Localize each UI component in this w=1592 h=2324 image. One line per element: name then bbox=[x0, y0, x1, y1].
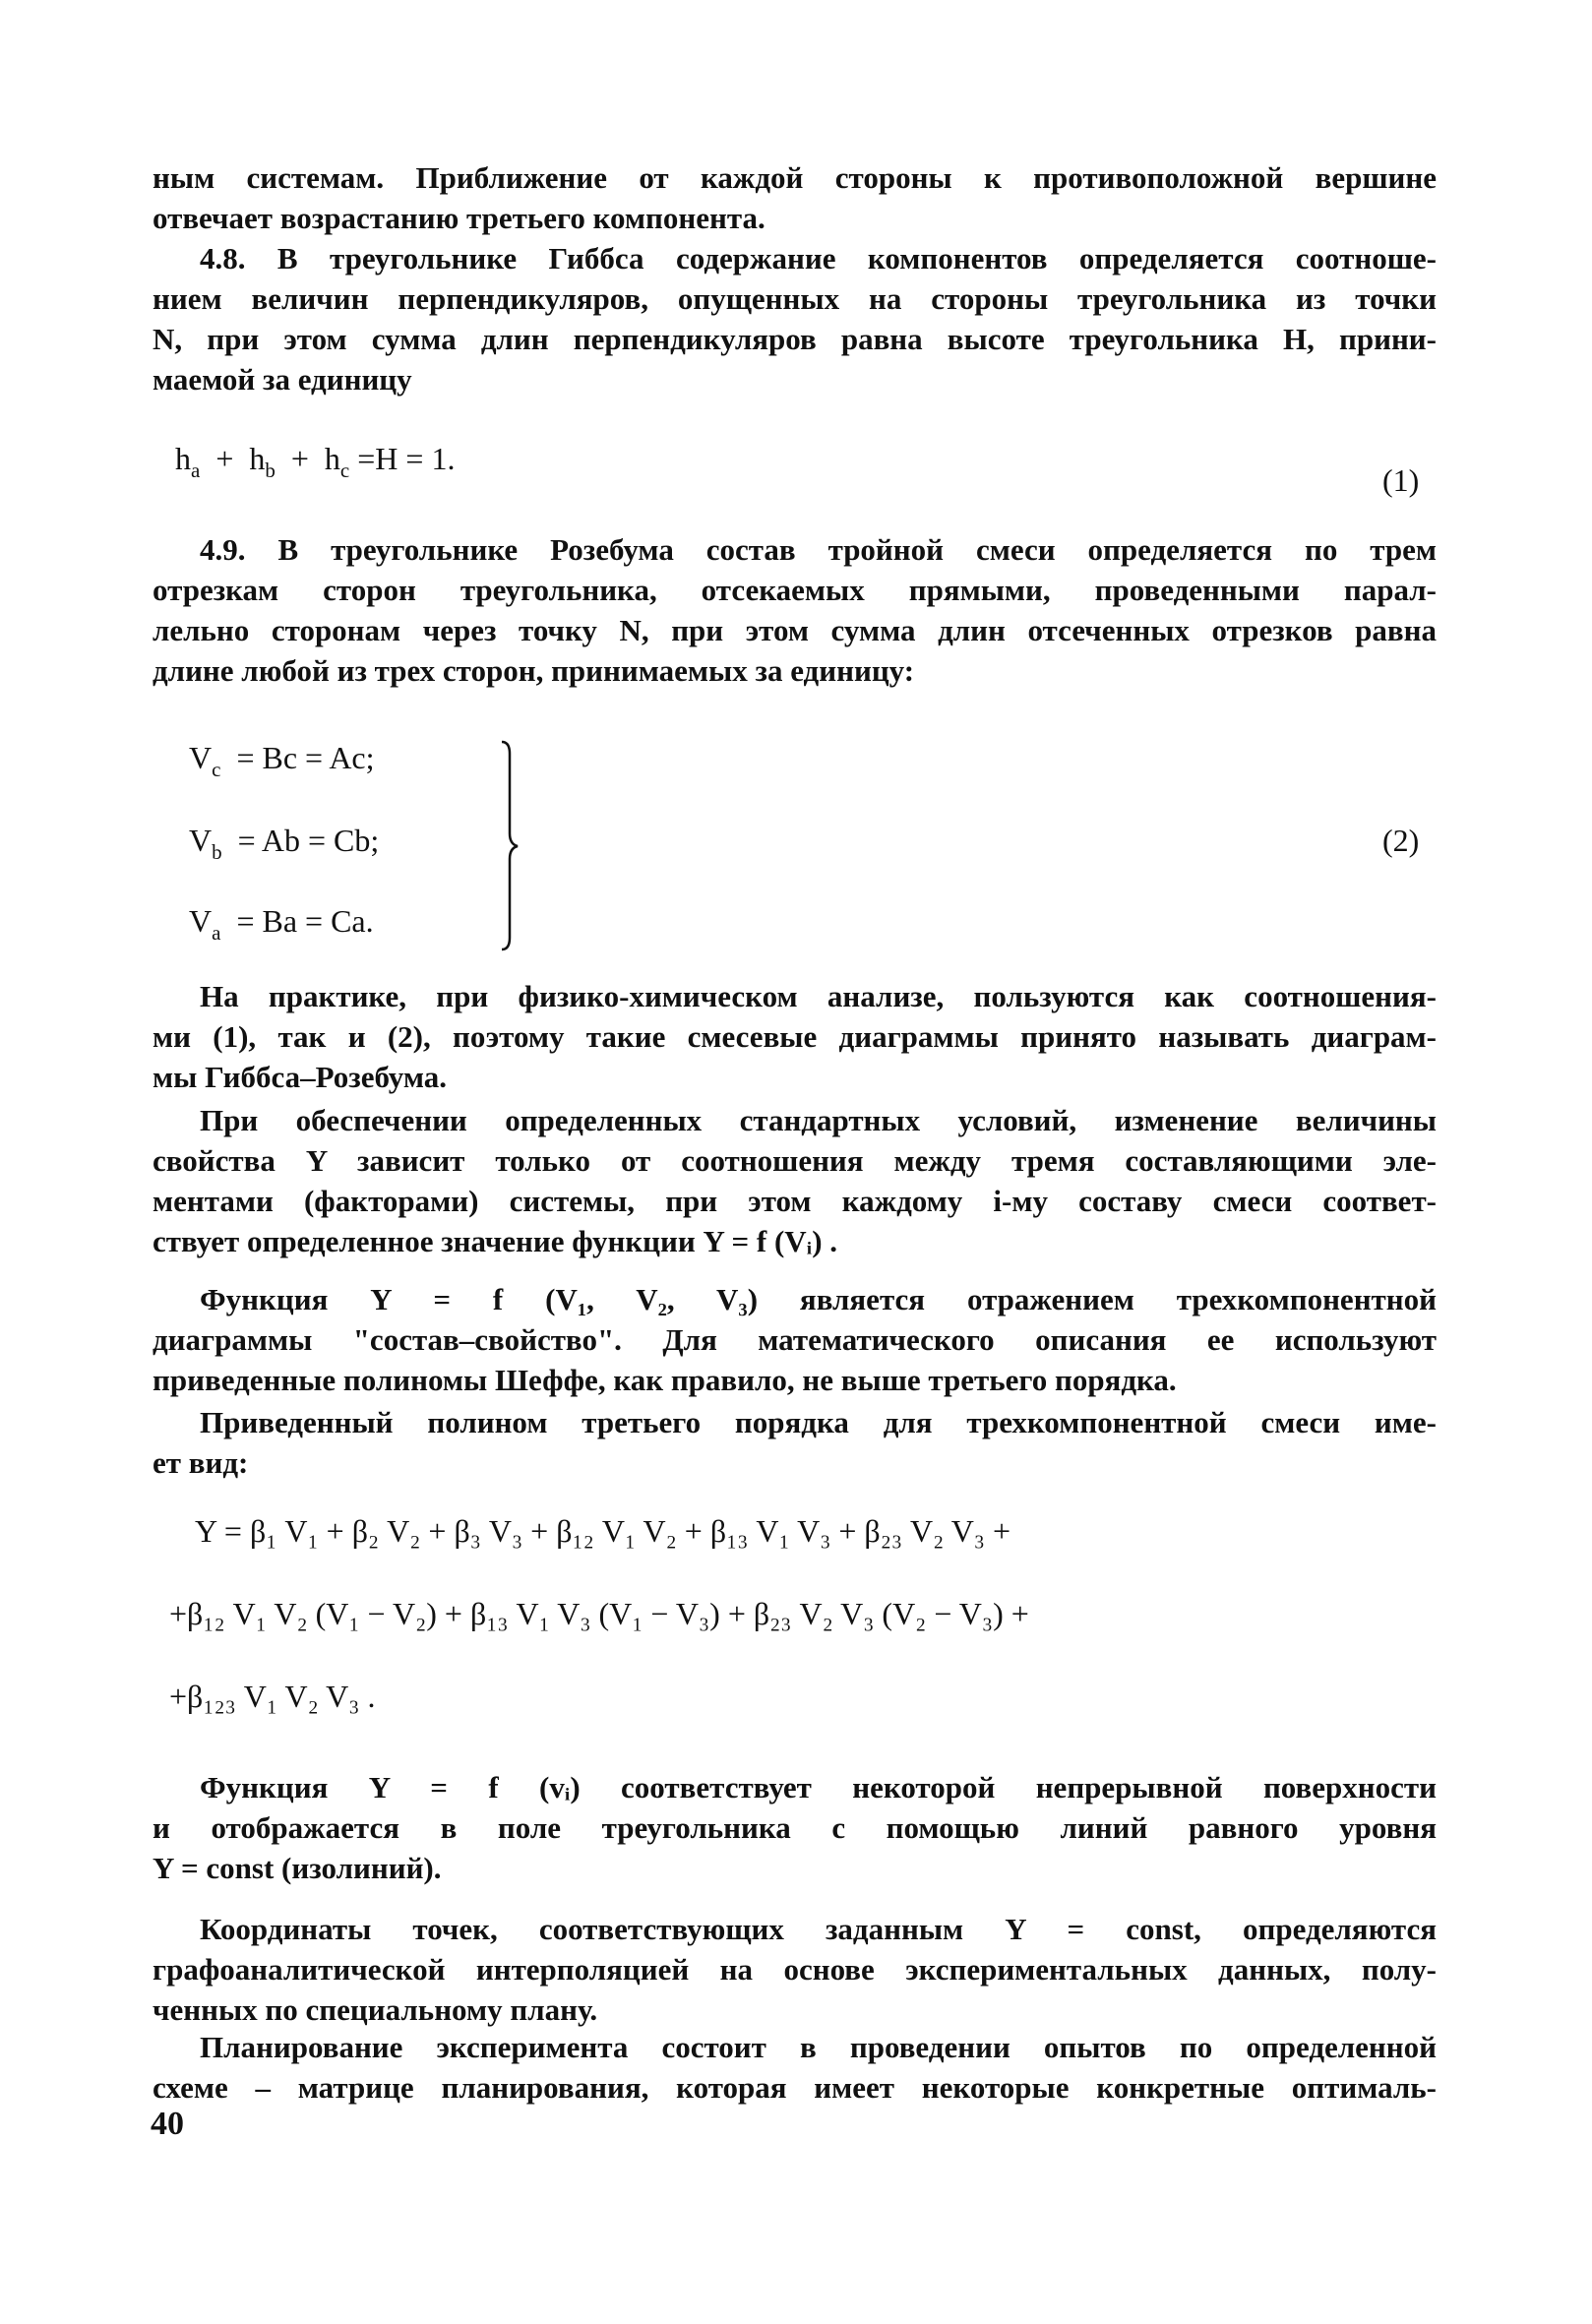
text-line: мы Гиббса–Розебума. bbox=[153, 1060, 448, 1094]
paragraph-surface bbox=[153, 1767, 1437, 1888]
equation-2-row-a: $V_a = Ba = Ca$. bbox=[189, 903, 374, 945]
text-line: При обеспечении определенных стандартных условий, изменение величины bbox=[200, 1103, 1437, 1137]
text-line: нием величин перпендикуляров, опущенных на стороны треугольника из точки bbox=[153, 281, 1437, 316]
text-line: 4.8. В треугольнике Гиббса содержание компонентов определяется соотноше- bbox=[200, 241, 1437, 275]
text-line: диаграммы "состав–свойство". Для математического описания ее используют bbox=[153, 1322, 1437, 1357]
paragraph-function bbox=[153, 1279, 1437, 1400]
text-line: Функция Y = f (V₁, V₂, V₃) является отражением трехкомпонентной bbox=[200, 1282, 1437, 1316]
text-line: Планирование эксперимента состоит в проведении опытов по определенной bbox=[200, 2030, 1437, 2064]
text-line: Функция Y = f (vᵢ) соответствует некоторой непрерывной поверхности bbox=[200, 1770, 1437, 1804]
equation-1: $h_a + h_b + h_c =H = 1$. bbox=[175, 441, 456, 482]
text-line: отвечает возрастанию третьего компонента. bbox=[153, 201, 765, 235]
paragraph-planning bbox=[153, 2027, 1437, 2108]
text-line: ченных по специальному плану. bbox=[153, 1992, 598, 2027]
text-line: Y = const (изолиний). bbox=[153, 1851, 442, 1885]
paragraph-coordinates bbox=[153, 1909, 1437, 2030]
polynomial-line-1: Y = β₁ V₁ + β₂ V₂ + β₃ V₃ + β₁₂ V₁ V₂ + β₁₃ V₁ V₃ + β₂₃ V₂ V₃ + bbox=[195, 1513, 1010, 1549]
text-line: отрезкам сторон треугольника, отсекаемых прямыми, проведенными парал- bbox=[153, 573, 1437, 607]
equation-2-row-c: $V_c = Bc = Ac$; bbox=[189, 740, 375, 781]
paragraph-1 bbox=[153, 157, 1437, 238]
text-line: ми (1), так и (2), поэтому такие смесевые диаграммы принято называть диаграм- bbox=[153, 1019, 1437, 1054]
paragraph-conditions bbox=[153, 1100, 1437, 1261]
text-line: Координаты точек, соответствующих заданным Y = const, определяются bbox=[200, 1912, 1437, 1946]
polynomial-line-2: +β₁₂ V₁ V₂ (V₁ − V₂) + β₁₃ V₁ V₃ (V₁ − V₃) + β₂₃ V₂ V₃ (V₂ − V₃) + bbox=[169, 1596, 1029, 1631]
right-brace-icon bbox=[500, 740, 520, 951]
equation-1-number: (1) bbox=[1382, 462, 1420, 498]
paragraph-polynomial-intro bbox=[153, 1402, 1437, 1483]
text-line: ментами (факторами) системы, при этом каждому i-му составу смеси соответ- bbox=[153, 1184, 1437, 1218]
text-line: ным системам. Приближение от каждой стороны к противоположной вершине bbox=[153, 160, 1437, 195]
text-line: 4.9. В треугольнике Розебума состав тройной смеси определяется по трем bbox=[200, 532, 1437, 567]
paragraph-4-8 bbox=[153, 238, 1437, 399]
text-line: Приведенный полином третьего порядка для трехкомпонентной смеси име- bbox=[200, 1405, 1437, 1439]
text-line: ет вид: bbox=[153, 1445, 249, 1480]
page-number: 40 bbox=[151, 2106, 184, 2142]
text-line: На практике, при физико-химическом анализе, пользуются как соотношения- bbox=[200, 979, 1437, 1013]
text-line: маемой за единицу bbox=[153, 362, 412, 397]
text-line: схеме – матрице планирования, которая имеет некоторые конкретные оптималь- bbox=[153, 2070, 1437, 2105]
text-line: приведенные полиномы Шеффе, как правило, не выше третьего порядка. bbox=[153, 1363, 1177, 1397]
equation-2-row-b: $V_b = Ab = Cb$; bbox=[189, 823, 380, 864]
paragraph-practice bbox=[153, 976, 1437, 1097]
polynomial-line-3: +β₁₂₃ V₁ V₂ V₃ . bbox=[169, 1679, 376, 1714]
equation-2-number: (2) bbox=[1382, 823, 1420, 858]
text-line: ствует определенное значение функции Y = f (Vᵢ) . bbox=[153, 1224, 838, 1258]
text-line: свойства Y зависит только от соотношения между тремя составляющими эле- bbox=[153, 1143, 1437, 1178]
text-line: N, при этом сумма длин перпендикуляров равна высоте треугольника H, прини- bbox=[153, 322, 1437, 356]
text-line: и отображается в поле треугольника с помощью линий равного уровня bbox=[153, 1810, 1437, 1845]
paragraph-4-9 bbox=[153, 529, 1437, 691]
text-line: графоаналитической интерполяцией на основе экспериментальных данных, полу- bbox=[153, 1952, 1437, 1987]
text-line: длине любой из трех сторон, принимаемых за единицу: bbox=[153, 653, 915, 688]
text-line: лельно сторонам через точку N, при этом сумма длин отсеченных отрезков равна bbox=[153, 613, 1437, 647]
